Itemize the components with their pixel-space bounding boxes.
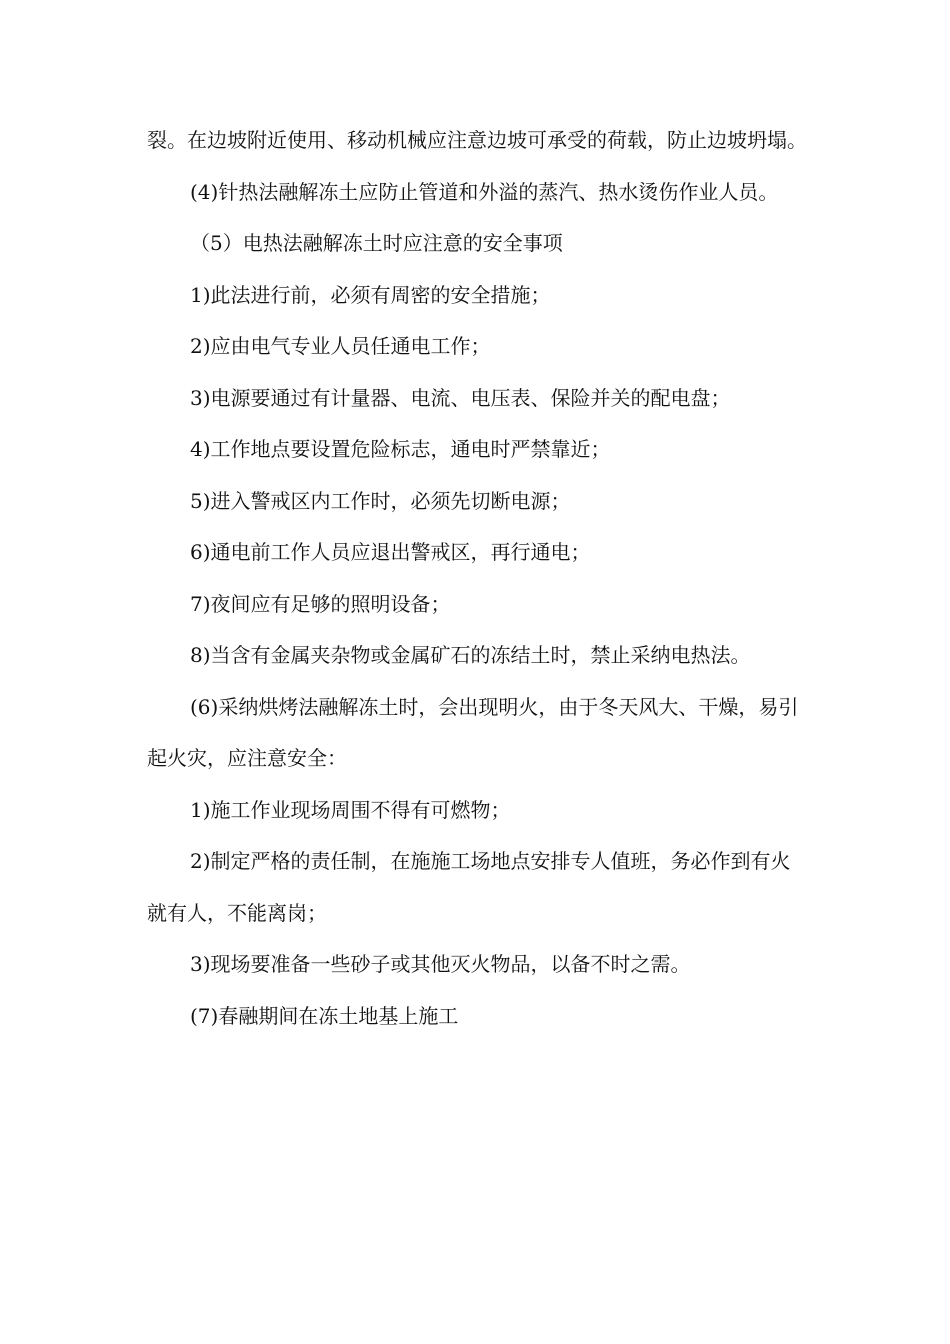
paragraph-13: 1)施工作业现场周围不得有可燃物； (190, 797, 511, 822)
paragraph-5: 2)应由电气专业人员任通电工作； (190, 334, 491, 358)
paragraph-12: (6)采纳烘烤法融解冻土时，会出现明火，由于冬天风大、干燥，易引起火灾，应注意安全： (147, 694, 799, 770)
paragraph-14: 2)制定严格的责任制，在施施工场地点安排专人值班，务必作到有火就有人，不能离岗； (147, 849, 791, 925)
document-body (147, 115, 807, 1042)
paragraph-6: 3)电源要通过有计量器、电流、电压表、保险并关的配电盘； (190, 385, 731, 410)
paragraph-16: (7)春融期间在冻土地基上施工 (190, 1003, 459, 1028)
paragraph-1: 裂。在边坡附近使用、移动机械应注意边坡可承受的荷载，防止边坡坍塌。 (147, 128, 807, 152)
paragraph-7: 4)工作地点要设置危险标志，通电时严禁靠近； (190, 437, 611, 461)
paragraph-10: 7)夜间应有足够的照明设备； (190, 591, 451, 616)
paragraph-11: 8)当含有金属夹杂物或金属矿石的冻结土时，禁止采纳电热法。 (190, 643, 751, 667)
paragraph-9: 6)通电前工作人员应退出警戒区，再行通电； (190, 540, 591, 564)
paragraph-4: 1)此法进行前，必须有周密的安全措施； (190, 282, 551, 307)
paragraph-2: (4)针热法融解冻土应防止管道和外溢的蒸汽、热水烫伤作业人员。 (190, 179, 779, 204)
paragraph-15: 3)现场要准备一些砂子或其他灭火物品，以备不时之需。 (190, 952, 691, 976)
paragraph-8: 5)进入警戒区内工作时，必须先切断电源； (190, 488, 571, 513)
paragraph-3: （5）电热法融解冻土时应注意的安全事项 (190, 231, 563, 255)
